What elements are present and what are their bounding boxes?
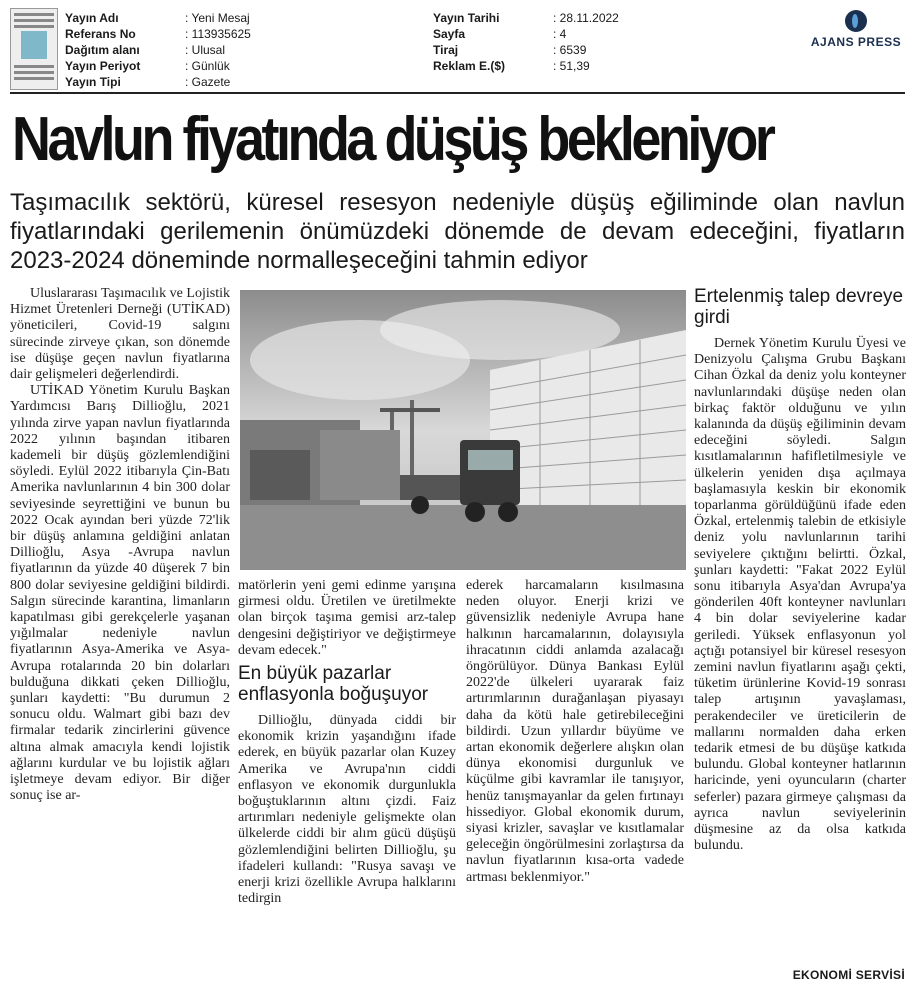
section-subtitle: En büyük pazarlar enflasyonla boğuşuyor <box>238 663 429 706</box>
article-subheadline: Taşımacılık sektörü, küresel resesyon nedeniyle düşüş eğiliminde olan navlun fiyatlarındaki gerilemenin önümüzdeki dönemde de devam edeceğini, fiyatların 2023-2024 döneminde normalleşeceğini tahmin ediyor <box>10 189 905 274</box>
article-column-4 <box>694 286 906 855</box>
meta-label: Yayın Periyot <box>65 59 141 73</box>
article-column-3 <box>466 578 684 886</box>
meta-value: : Yeni Mesaj <box>185 11 250 25</box>
meta-label: Yayın Adı <box>65 11 119 25</box>
article-column-1 <box>10 286 230 805</box>
meta-value: : Günlük <box>185 59 230 73</box>
paragraph: Uluslararası Taşımacılık ve Lojistik Hizmet Üretenleri Derneği (UTİKAD) yöneticileri, Covid-19 salgını sürecinde zirveye çıkan, son dönemde ise düşüşe geçen navlun fiyatlarına dair gelişmeleri değerlendirdi. <box>10 286 230 383</box>
meta-label: Yayın Tipi <box>65 75 121 89</box>
publication-meta-right <box>433 10 619 74</box>
meta-value: : 51,39 <box>553 59 590 73</box>
publication-meta-left <box>65 10 251 90</box>
section-subtitle: Ertelenmiş talep devreye girdi <box>694 286 904 328</box>
paragraph: ederek harcamaların kısılmasına neden oluyor. Enerji krizi ve güvensizlik nedeniyle Avrupa hane halkının harcamalarının, dolayısıyla ihracatının ciddi anlamda azalacağı öngörülüyor. Dünya Bankası Eylül 2022'de ülkeleri uyararak faiz artırımlarının durağanlaşan piyasayı daha da kötü hale getirebileceğini bildirdi. Uzun yıllardır büyüme ve artan ekonomik değerlere alışkın olan dünya ekonomisi durgunluk ve küçülme gibi kavramlar ile tanışıyor, henüz tanışmayanlar da gelen fırtınayı hissediyor. Global ekonomik durum, siyasi krizler, savaşlar ve kısıtlamalar geleceğin öngörülmesini zorlaştırsa da navlun fiyatlarının kısa-orta vadede artması beklenmiyor." <box>466 578 684 885</box>
header-divider <box>10 92 905 94</box>
meta-value: : 6539 <box>553 43 587 57</box>
page-thumbnail <box>10 8 58 90</box>
meta-label: Tiraj <box>433 43 459 57</box>
port-truck-illustration <box>240 290 686 570</box>
meta-label: Reklam E.($) <box>433 59 506 73</box>
article-headline: Navlun fiyatında düşüş bekleniyor <box>12 105 773 174</box>
meta-label: Yayın Tarihi <box>433 11 500 25</box>
meta-value: : 28.11.2022 <box>553 11 619 25</box>
meta-label: Referans No <box>65 27 136 41</box>
meta-value: : 113935625 <box>185 27 251 41</box>
meta-label: Sayfa <box>433 27 466 41</box>
article-photo-container-port <box>240 290 686 570</box>
paragraph: UTİKAD Yönetim Kurulu Başkan Yardımcısı Barış Dillioğlu, 2021 yılında zirve yapan navlun fiyatlarında 2022 yılının başından itibaren kademeli bir düşüş gözlemlendiğini söyledi. Eylül 2022 itibarıyla Çin-Batı Amerika navlunlarının 4 bin 300 dolar seviyesinde seyrettiğini ve bunun bu 2022 Ocak ayından beri yüzde 72'lik bir düşüş anlamına geldiğini anlatan Dillioğlu, Asya -Avrupa navlun fiyatlarının da yüzde 40 düşerek 7 bin 800 dolar seviyesine geldiğini bildirdi. Salgın sürecinde karantina, limanların kapatılması gibi gerekçelerle yaşanan yığılmalar nedeniyle navlun fiyatlarının Asya-Amerika ve Asya-Avrupa rotalarında 20 bin dolarları bulduğuna dikkati çeken Dillioğlu, şunları kaydetti: "Bu durumun 2 sonucu oldu. Walmart gibi bazı dev firmalar tedarik zincirlerini güvence altına almak amacıyla kendi lojistik ağlarını kurdular ve bu lojistik ağları işletmeye devam ediyor. Bir diğer sonuç ise ar- <box>10 383 230 804</box>
logo-text: AJANS PRESS <box>810 35 902 49</box>
ajans-press-logo <box>808 10 904 50</box>
article-column-2 <box>238 578 456 907</box>
meta-value: : 4 <box>553 27 567 41</box>
globe-icon <box>845 10 867 32</box>
meta-value: : Ulusal <box>185 43 226 57</box>
byline: EKONOMİ SERVİSİ <box>792 968 905 982</box>
meta-label: Dağıtım alanı <box>65 43 140 57</box>
paragraph: Dillioğlu, dünyada ciddi bir ekonomik krizin yaşandığını ifade ederek, en büyük pazarlar olan Kuzey Amerika ve Avrupa'nın ciddi enflasyon ve ekonomik durgunlukla boğuştuklarının altını çizdi. Faiz artırımları nedeniyle gelişmekte olan ülkelerde ciddi bir alım gücü düşüşü gözlemlendiğini belirten Dillioğlu, şu ifadeleri kullandı: "Rusya savaşı ve enerji krizi özellikle Avrupa halklarını tedirgin <box>238 713 456 907</box>
paragraph: Dernek Yönetim Kurulu Üyesi ve Denizyolu Çalışma Grubu Başkanı Cihan Özkal da deniz yolu konteyner navlunlarındaki düşüşe neden olan birkaç faktör olduğunu ve yılın kalanında da düşüş eğiliminin devam edeceğini söyledi. Salgın kısıtlamalarının hafifletilmesiyle ve ülkelerin yeniden dışa açılmaya başlamasıyla keskin bir ekonomik toparlanma görüldüğünü ifade eden Özkal, ertelenmiş talebin de etkisiyle deniz yolu navlunlarının tarihi seviyelere çıktığını belirtti. Özkal, şunları kaydetti: "Fakat 2022 Eylül sonu itibarıyla Asya'dan Avrupa'ya gönderilen 40ft konteyner navlunları 4 bin dolar seviyelerine kadar geriledi. Yüksek enflasyonun yol açtığı potansiyel bir küresel resesyon zemini navlun fiyatlarını aşağı çekti, tüketim ürünlerine Kovid-19 sonrası talep artışının yavaşlaması, perakendeciler ve üreticilerin de mallarını normalden daha erken tedarik etmesi de bu düşüşe katkıda bulundu. Global konteyner hatlarının haricinde, yeni oyuncuların (charter seferler) pazara girmeye çalışması da ayrıca navlun seviyelerinin düşmesine az da olsa katkıda bulundu. <box>694 336 906 854</box>
meta-value: : Gazete <box>185 75 231 89</box>
paragraph: matörlerin yeni gemi edinme yarışına girmesi oldu. Üretilen ve üretilmekte olan birçok taşıma gemisi arz-talep dengesini değiştiriyor ve değiştirmeye devam edecek." <box>238 578 456 658</box>
